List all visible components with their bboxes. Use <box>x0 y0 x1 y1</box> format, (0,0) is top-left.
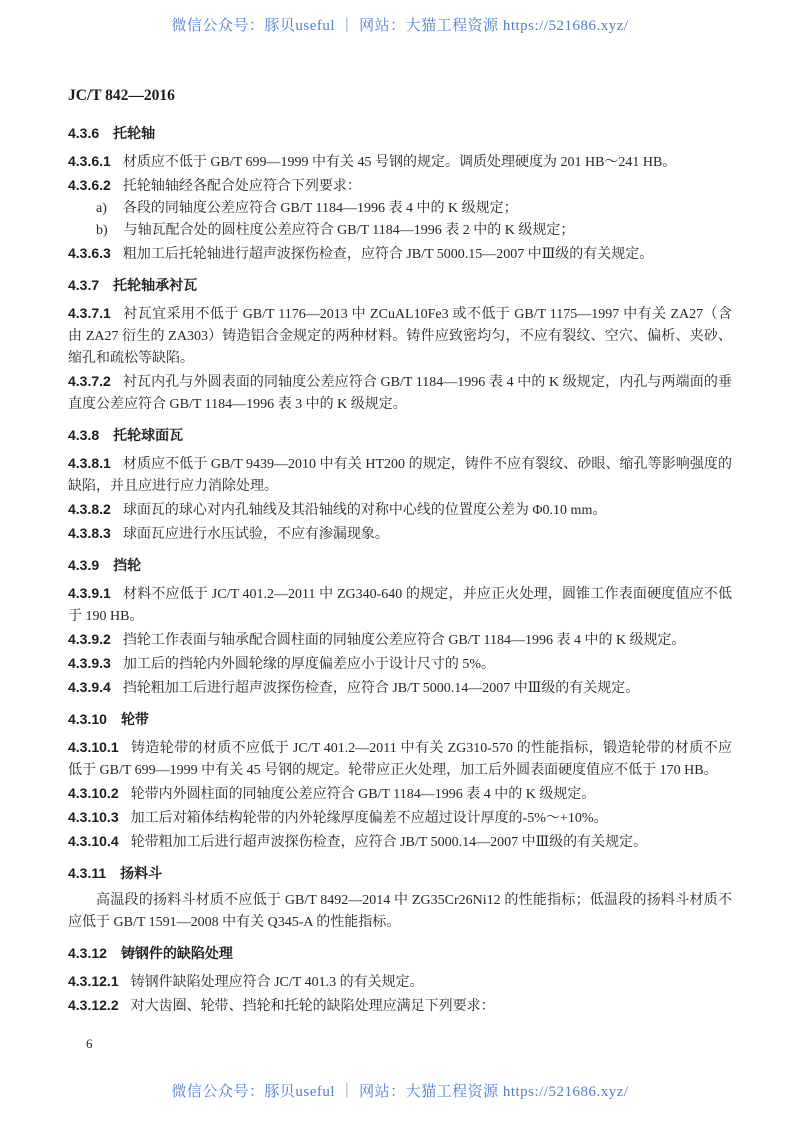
clause <box>68 830 732 854</box>
clause-text: 铸造轮带的材质不应低于 JC/T 401.2—2011 中有关 ZG310-570 的性能指标，锻造轮带的材质不应低于 GB/T 699—1999 中有关 45 号钢的规定。轮带应正火处理，加工后外圆表面硬度值应不低于 170 HB。 <box>68 741 732 778</box>
list-item-label: b) <box>96 223 108 238</box>
section-heading <box>68 708 732 730</box>
clause-text: 粗加工后托轮轴进行超声波探伤检查，应符合 JB/T 5000.15—2007 中Ⅲ级的有关规定。 <box>122 247 654 262</box>
section-title: 挡轮 <box>113 557 142 573</box>
list-item <box>68 220 732 242</box>
list-item-text: 与轴瓦配合处的圆柱度公差应符合 GB/T 1184—1996 表 2 中的 K 级规定； <box>123 223 575 238</box>
clause-text: 球面瓦的球心对内孔轴线及其沿轴线的对称中心线的位置度公差为 Φ0.10 mm。 <box>122 503 607 518</box>
clause <box>68 970 732 994</box>
section-heading <box>68 274 732 296</box>
clause-text: 托轮轴轴经各配合处应符合下列要求： <box>122 179 361 194</box>
clause <box>68 242 732 266</box>
clause <box>68 736 732 782</box>
clause-text: 加工后对箱体结构轮带的内外轮缘厚度偏差不应超过设计厚度的-5%～+10%。 <box>130 811 608 826</box>
list-item-label: a) <box>96 201 107 216</box>
list-item <box>68 198 732 220</box>
clause-number: 4.3.10.4 <box>68 833 119 849</box>
clause <box>68 174 732 198</box>
clause <box>68 302 732 370</box>
clause-text: 材料不应低于 JC/T 401.2—2011 中 ZG340-640 的规定，并应正火处理，圆锥工作表面硬度值应不低于 190 HB。 <box>68 587 732 624</box>
section-title: 扬料斗 <box>120 865 163 881</box>
clause-number: 4.3.10.3 <box>68 809 119 825</box>
clause <box>68 782 732 806</box>
section-number: 4.3.7 <box>68 277 100 293</box>
clause-text: 挡轮工作表面与轴承配合圆柱面的同轴度公差应符合 GB/T 1184—1996 表 4 中的 K 级规定。 <box>122 633 686 648</box>
clause-text: 球面瓦应进行水压试验，不应有渗漏现象。 <box>122 527 389 542</box>
clause-number: 4.3.12.2 <box>68 997 119 1013</box>
section-number: 4.3.12 <box>68 945 107 961</box>
clause-number: 4.3.7.2 <box>68 373 111 389</box>
clause <box>68 994 732 1018</box>
watermark-footer: 微信公众号：豚贝useful ｜ 网站：大猫工程资源 https://521686.xyz/ <box>171 1084 629 1100</box>
section-number: 4.3.11 <box>68 865 107 881</box>
clause-text: 材质应不低于 GB/T 9439—2010 中有关 HT200 的规定，铸件不应有裂纹、砂眼、缩孔等影响强度的缺陷，并且应进行应力消除处理。 <box>68 457 732 494</box>
clause-text: 轮带内外圆柱面的同轴度公差应符合 GB/T 1184—1996 表 4 中的 K 级规定。 <box>130 787 596 802</box>
clause-text: 轮带粗加工后进行超声波探伤检查，应符合 JB/T 5000.14—2007 中Ⅲ级的有关规定。 <box>130 835 648 850</box>
clause-text: 对大齿圈、轮带、挡轮和托轮的缺陷处理应满足下列要求： <box>130 999 495 1014</box>
clause <box>68 522 732 546</box>
clause <box>68 370 732 416</box>
clause-number: 4.3.7.1 <box>68 305 111 321</box>
clause-text: 铸钢件缺陷处理应符合 JC/T 401.3 的有关规定。 <box>130 975 424 990</box>
clause <box>68 652 732 676</box>
clause-number: 4.3.8.1 <box>68 455 111 471</box>
clause <box>68 498 732 522</box>
clause-number: 4.3.6.3 <box>68 245 111 261</box>
clause-number: 4.3.9.1 <box>68 585 111 601</box>
clause-number: 4.3.9.2 <box>68 631 111 647</box>
section-title: 托轮轴承衬瓦 <box>113 277 198 293</box>
clause <box>68 628 732 652</box>
clause-number: 4.3.10.2 <box>68 785 119 801</box>
section-heading <box>68 942 732 964</box>
clause <box>68 452 732 498</box>
clause-text: 衬瓦内孔与外圆表面的同轴度公差应符合 GB/T 1184—1996 表 4 中的 K 级规定，内孔与两端面的垂直度公差应符合 GB/T 1184—1996 表 3 中的 K 级规定。 <box>68 375 732 412</box>
clause <box>68 150 732 174</box>
section-title: 铸钢件的缺陷处理 <box>120 945 233 961</box>
clause-number: 4.3.9.4 <box>68 679 111 695</box>
clause-number: 4.3.9.3 <box>68 655 111 671</box>
clause-number: 4.3.8.2 <box>68 501 111 517</box>
clause-text: 衬瓦宜采用不低于 GB/T 1176—2013 中 ZCuAL10Fe3 或不低于 GB/T 1175—1997 中有关 ZA27（含由 ZA27 衍生的 ZA303）铸造铝合金规定的两种材料。铸件应致密均匀，不应有裂纹、空穴、偏析、夹砂、缩孔和疏松等缺陷。 <box>68 307 732 366</box>
clause <box>68 806 732 830</box>
section-heading <box>68 424 732 446</box>
list-item-text: 各段的同轴度公差应符合 GB/T 1184—1996 表 4 中的 K 级规定； <box>122 201 518 216</box>
paragraph: 高温段的扬料斗材质不应低于 GB/T 8492—2014 中 ZG35Cr26Ni12 的性能指标；低温段的扬料斗材质不应低于 GB/T 1591—2008 中有关 Q345-A 的性能指标。 <box>68 893 732 930</box>
doc-code: JC/T 842—2016 <box>68 87 175 104</box>
content <box>68 122 732 1018</box>
clause-number: 4.3.8.3 <box>68 525 111 541</box>
clause <box>68 676 732 700</box>
clause-text: 挡轮粗加工后进行超声波探伤检查，应符合 JB/T 5000.14—2007 中Ⅲ级的有关规定。 <box>122 681 640 696</box>
section-number: 4.3.10 <box>68 711 107 727</box>
section-number: 4.3.9 <box>68 557 100 573</box>
clause-number: 4.3.6.1 <box>68 153 111 169</box>
watermark-header: 微信公众号：豚贝useful ｜ 网站：大猫工程资源 https://521686.xyz/ <box>171 18 629 34</box>
section-title: 托轮轴 <box>113 125 156 141</box>
document-page <box>68 86 732 1018</box>
clause-text: 材质应不低于 GB/T 699—1999 中有关 45 号钢的规定。调质处理硬度为 201 HB～241 HB。 <box>122 155 677 170</box>
clause-number: 4.3.10.1 <box>68 739 119 755</box>
section-heading <box>68 554 732 576</box>
section-heading <box>68 122 732 144</box>
clause-text: 加工后的挡轮内外圆轮缘的厚度偏差应小于设计尺寸的 5%。 <box>122 657 495 672</box>
page-number: 6 <box>86 1036 93 1051</box>
clause-number: 4.3.6.2 <box>68 177 111 193</box>
section-number: 4.3.8 <box>68 427 100 443</box>
section-number: 4.3.6 <box>68 125 100 141</box>
section-heading <box>68 862 732 884</box>
section-title: 托轮球面瓦 <box>113 427 184 443</box>
clause-number: 4.3.12.1 <box>68 973 119 989</box>
section-title: 轮带 <box>120 711 149 727</box>
clause <box>68 582 732 628</box>
